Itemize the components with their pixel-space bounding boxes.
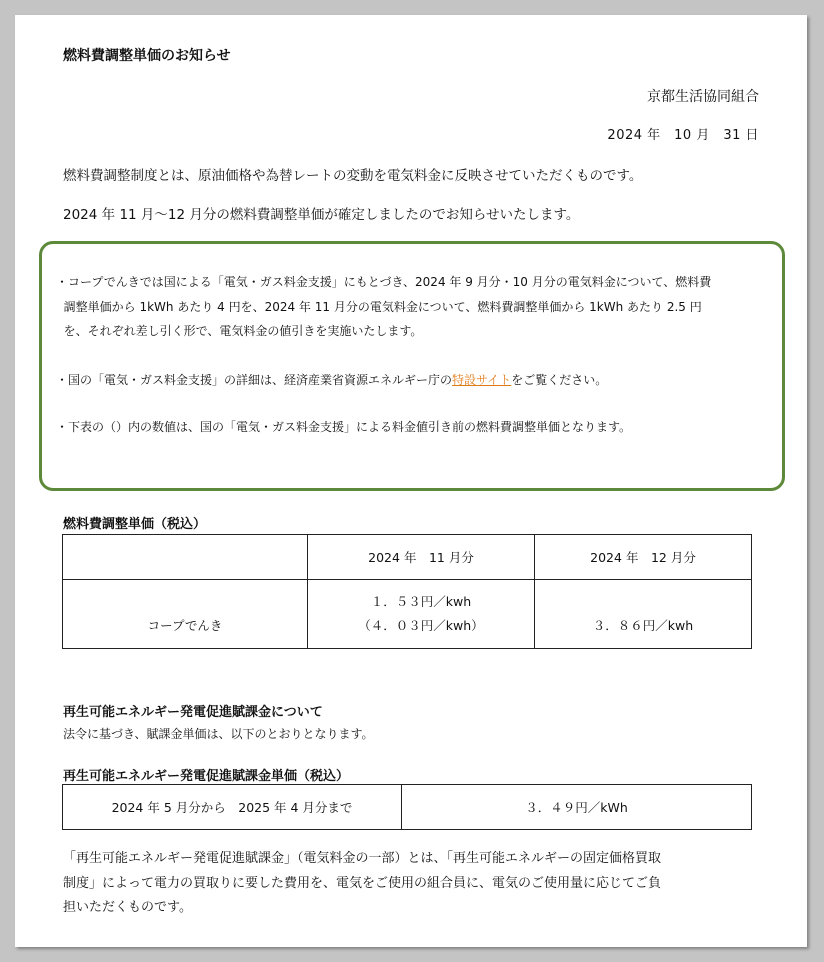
levy-rate: ３．４９円／kWh: [402, 785, 752, 830]
november-rate-cell: [308, 580, 535, 649]
notice-item-discount: [56, 270, 711, 344]
notice-details-suffix: をご覧ください。: [511, 373, 608, 387]
notice-details-text: ・国の「電気・ガス料金支援」の詳細は、経済産業省資源エネルギー庁の: [56, 373, 453, 387]
levy-period: 2024 年 5 月分から 2025 年 4 月分まで: [63, 785, 402, 830]
table-header-row: [63, 535, 752, 580]
footer-explanation: [63, 847, 661, 921]
fuel-adjustment-table: [62, 534, 752, 649]
table-header-november: 2024 年 11 月分: [308, 535, 535, 580]
notice-item-parentheses: ・下表の（）内の数値は、国の「電気・ガス料金支援」による料金値引き前の燃料費調整単価となります。: [56, 420, 632, 434]
november-rate-before-discount: （４．０３円／kwh）: [358, 618, 484, 633]
special-site-link[interactable]: 特設サイト: [452, 373, 512, 387]
organization-name: 京都生活協同組合: [647, 89, 759, 105]
notice-box: [39, 241, 785, 491]
table-header-december: 2024 年 12 月分: [535, 535, 752, 580]
document-page: [15, 15, 807, 947]
renewable-levy-table: [62, 784, 752, 830]
notice-item-details: [56, 368, 607, 393]
notice-item-discount-line-2: 調整単価から 1kWh あたり 4 円を、2024 年 11 月分の電気料金について、燃料費調整単価から 1kWh あたり 2.5 円: [56, 299, 702, 314]
notice-item-discount-line-3: を、それぞれ差し引く形で、電気料金の値引きを実施いたします。: [56, 324, 423, 338]
fuel-table-heading: 燃料費調整単価（税込）: [63, 517, 207, 532]
footer-line-3: 担いただくものです。: [63, 900, 192, 915]
table-header-blank: [63, 535, 308, 580]
intro-line-1: 燃料費調整制度とは、原油価格や為替レートの変動を電気料金に反映させていただくものです。: [63, 168, 643, 184]
renewable-heading: 再生可能エネルギー発電促進賦課金について: [63, 705, 323, 720]
footer-line-2: 制度」によって電力の買取りに要した費用を、電気をご使用の組合員に、電気のご使用量に応じてご負: [63, 875, 662, 891]
table-row: [63, 785, 752, 830]
intro-line-2: 2024 年 11 月～12 月分の燃料費調整単価が確定しましたのでお知らせいたします。: [63, 207, 580, 223]
november-rate: １．５３円／kwh: [370, 594, 472, 609]
table-row: [63, 580, 752, 649]
december-rate: ３．８６円／kwh: [535, 580, 752, 649]
footer-line-1: 「再生可能エネルギー発電促進賦課金」（電気料金の一部）とは、「再生可能エネルギーの固定価格買取: [63, 851, 662, 866]
renewable-table-heading: 再生可能エネルギー発電促進賦課金単価（税込）: [63, 769, 350, 784]
renewable-description: 法令に基づき、賦課金単価は、以下のとおりとなります。: [63, 727, 374, 741]
row-label-coop-denki: コープでんき: [63, 580, 308, 649]
notice-item-discount-line-1: ・コープでんきでは国による「電気・ガス料金支援」にもとづき、2024 年 9 月分・10 月分の電気料金について、燃料費: [56, 275, 712, 289]
page-title: 燃料費調整単価のお知らせ: [63, 48, 231, 64]
issue-date: 2024 年 10 月 31 日: [607, 128, 759, 143]
